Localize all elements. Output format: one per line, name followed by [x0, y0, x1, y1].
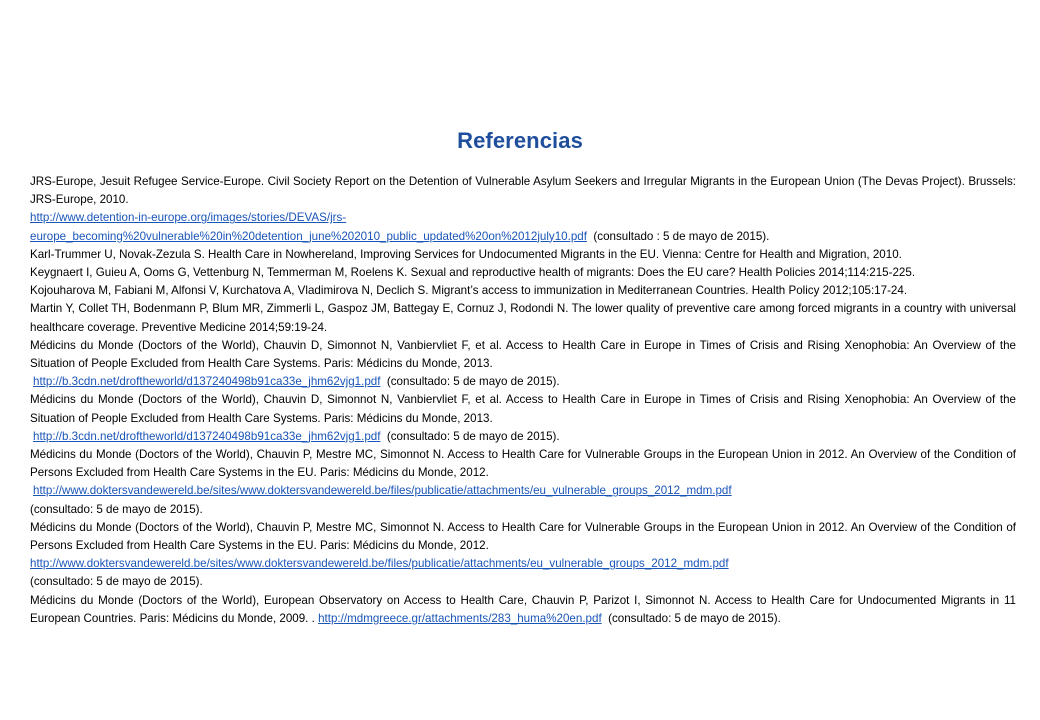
page-title: Referencias [457, 128, 583, 153]
consulted-note: (consultado: 5 de mayo de 2015). [608, 611, 781, 625]
consulted-note: (consultado: 5 de mayo de 2015). [30, 575, 203, 589]
reference-link[interactable]: http://www.detention-in-europe.org/images/stories/DEVAS/jrs- [30, 211, 347, 225]
reference-item [30, 264, 1016, 282]
reference-text: JRS-Europe, Jesuit Refugee Service-Europe. Civil Society Report on the Detention of Vulnerable Asylum Seekers and Irregular Migrants in the European Union (The Devas Project). Brussels: JRS-Europe, 2010. [30, 175, 1016, 207]
reference-item [30, 337, 1016, 373]
consulted-note: (consultado : 5 de mayo de 2015). [593, 229, 770, 243]
reference-item [30, 446, 1016, 482]
reference-text: Kojouharova M, Fabiani M, Alfonsi V, Kurchatova A, Vladimirova N, Declich S. Migrant’s access to immunization in Mediterranean Countries. Health Policy 2012;105:17-24. [30, 284, 908, 298]
reference-link-line [30, 209, 1016, 245]
reference-item [30, 246, 1016, 264]
reference-text: Keygnaert I, Guieu A, Ooms G, Vettenburg N, Temmerman M, Roelens K. Sexual and reproductive health of migrants: Does the EU care? Health Policies 2014;114:215-225. [30, 266, 916, 280]
reference-link[interactable]: http://www.doktersvandewereld.be/sites/www.doktersvandewereld.be/files/publicatie/attachments/eu_vulnerable_groups_2012_mdm.pdf [33, 484, 732, 498]
reference-link[interactable]: http://b.3cdn.net/droftheworld/d137240498b91ca33e_jhm62vjg1.pdf [33, 375, 381, 389]
reference-link-line [30, 373, 1016, 391]
reference-text: Médicins du Monde (Doctors of the World), European Observatory on Access to Health Care, Chauvin P, Parizot I, Simonnot N. Access to Health Care for Undocumented Migrants in 11 European Countries. Paris: Médicins du Monde, 2009. . [30, 593, 1016, 625]
reference-text: Médicins du Monde (Doctors of the World), Chauvin P, Mestre MC, Simonnot N. Access to Health Care for Vulnerable Groups in the European Union in 2012. An Overview of the Condition of Persons Excluded from Health Care Systems in the EU. Paris: Médicins du Monde, 2012. [30, 448, 1016, 480]
reference-item [30, 300, 1016, 336]
reference-item [30, 391, 1016, 427]
reference-text: Médicins du Monde (Doctors of the World), Chauvin P, Mestre MC, Simonnot N. Access to Health Care for Vulnerable Groups in the European Union in 2012. An Overview of the Condition of Persons Excluded from Health Care Systems in the EU. Paris: Médicins du Monde, 2012. [30, 520, 1016, 553]
reference-link-line [30, 482, 1016, 500]
reference-link[interactable]: europe_becoming%20vulnerable%20in%20detention_june%202010_public_updated%20on%2012july10.pdf [30, 229, 587, 243]
consulted-note: (consultado: 5 de mayo de 2015). [386, 375, 560, 389]
reference-text: Martin Y, Collet TH, Bodenmann P, Blum MR, Zimmerli L, Gaspoz JM, Battegay E, Cornuz J, Rodondi N. The lower quality of preventive care among forced migrants in a country with universal healthcare coverage. Preventive Medicine 2014;59:19-24. [30, 302, 1016, 334]
consulted-line [30, 501, 1016, 519]
reference-link[interactable]: http://b.3cdn.net/droftheworld/d137240498b91ca33e_jhm62vjg1.pdf [33, 429, 381, 443]
reference-item [30, 519, 1016, 555]
reference-text: Médicins du Monde (Doctors of the World), Chauvin D, Simonnot N, Vanbiervliet F, et al. Access to Health Care in Europe in Times of Crisis and Rising Xenophobia: An Overview of the Situation of People Excluded from Health Care Systems. Paris: Médicins du Monde, 2013. [30, 393, 1016, 425]
reference-link-line [30, 555, 1016, 573]
reference-item [30, 173, 1016, 209]
reference-item [30, 592, 1016, 628]
reference-link-line [30, 428, 1016, 446]
reference-text: Médicins du Monde (Doctors of the World), Chauvin D, Simonnot N, Vanbiervliet F, et al. Access to Health Care in Europe in Times of Crisis and Rising Xenophobia: An Overview of the Situation of People Excluded from Health Care Systems. Paris: Médicins du Monde, 2013. [30, 338, 1016, 371]
reference-link[interactable]: http://mdmgreece.gr/attachments/283_huma%20en.pdf [318, 611, 602, 625]
reference-link[interactable]: http://www.doktersvandewereld.be/sites/www.doktersvandewereld.be/files/publicatie/attachments/eu_vulnerable_groups_2012_mdm.pdf [30, 557, 729, 571]
consulted-note: (consultado: 5 de mayo de 2015). [386, 429, 560, 443]
consulted-line [30, 573, 1016, 591]
reference-text: Karl-Trummer U, Novak-Zezula S. Health Care in Nowhereland, Improving Services for Undocumented Migrants in the EU. Vienna: Centre for Health and Migration, 2010. [30, 247, 902, 261]
reference-item [30, 282, 1016, 300]
reference-list [30, 173, 1016, 628]
consulted-note: (consultado: 5 de mayo de 2015). [30, 502, 203, 516]
